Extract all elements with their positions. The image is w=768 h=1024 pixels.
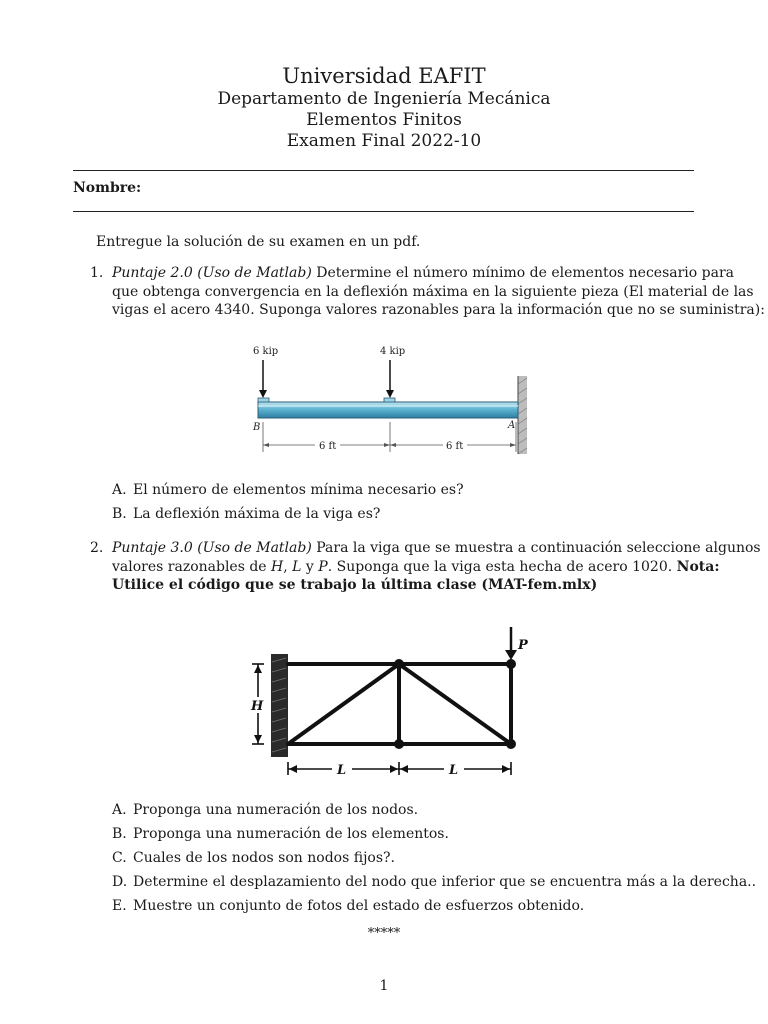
point-label-a: A <box>508 420 516 431</box>
load-pad-right <box>384 398 395 402</box>
q2-option-b: B. Proponga una numeración de los elementos. <box>112 826 449 842</box>
node-top-right <box>506 659 516 669</box>
q1-line3: vigas el acero 4340. Suponga valores razonables para la información que no se suministra): <box>112 302 765 318</box>
q1-lead: Puntaje 2.0 (Uso de Matlab) <box>112 265 312 281</box>
q2-lead: Puntaje 3.0 (Uso de Matlab) <box>112 540 312 556</box>
dim-label-right: 6 ft <box>446 441 464 452</box>
q1-number: 1. <box>90 265 104 281</box>
var-p: P <box>318 558 328 575</box>
q2-option-a: A. Proponga una numeración de los nodos. <box>112 802 419 818</box>
name-label: Nombre: <box>73 180 142 196</box>
q2-option-c: C. Cuales de los nodos son nodos fijos?. <box>112 850 395 866</box>
load-label-right: 4 kip <box>380 346 406 357</box>
course-title: Elementos Finitos <box>306 110 462 130</box>
q1-option-a: A. El número de elementos mínima necesario es? <box>112 482 464 498</box>
beam <box>258 402 518 418</box>
q2-line3: Utilice el código que se trabajo la última clase (MAT-fem.mlx) <box>112 577 598 593</box>
q1-beam-figure <box>245 340 535 460</box>
exam-title: Examen Final 2022-10 <box>286 131 482 151</box>
q2-option-e: E. Muestre un conjunto de fotos del estado de esfuerzos obtenido. <box>112 898 585 914</box>
truss-members <box>288 664 511 744</box>
node-bottom-right <box>506 739 516 749</box>
span-label-left: L <box>337 763 347 778</box>
var-h: H <box>271 558 284 575</box>
dim-label-left: 6 ft <box>319 441 337 452</box>
q1-option-b: B. La deflexión máxima de la viga es? <box>112 506 381 522</box>
top-rule <box>73 170 694 171</box>
page-number: 1 <box>379 978 389 994</box>
q1-line2: que obtenga convergencia en la deflexión máxima en la siguiente pieza (El material de las <box>112 283 754 300</box>
load-label-left: 6 kip <box>253 346 279 357</box>
q1-line1: Determine el número mínimo de elementos necesario para <box>311 265 735 281</box>
span-label-right: L <box>449 763 459 778</box>
q2-line1: Para la viga que se muestra a continuación seleccione algunos <box>311 540 761 556</box>
end-mark: ***** <box>367 926 401 941</box>
load-arrow-right <box>386 360 394 398</box>
wall-support <box>518 376 527 454</box>
university-title: Universidad EAFIT <box>282 64 486 88</box>
point-label-b: B <box>253 422 261 433</box>
node-bottom-middle <box>394 739 404 749</box>
node-top-middle <box>394 659 404 669</box>
load-label-p: P <box>518 638 528 653</box>
q2-number: 2. <box>90 540 104 556</box>
q2-body: Puntaje 3.0 (Uso de Matlab) Para la viga que se muestra a continuación seleccione algunos valores razonables de H, L y P. Suponga que la viga esta hecha de acero 1020. Nota: Utilice el código que se trabajo la última clase (MAT-fem.mlx) <box>112 540 761 593</box>
bottom-rule <box>73 211 694 212</box>
note-label: Nota: <box>676 558 720 575</box>
load-pad-left <box>258 398 269 402</box>
height-label: H <box>251 699 264 714</box>
q1-body <box>112 264 765 320</box>
load-arrow-left <box>259 360 267 398</box>
department-title: Departamento de Ingeniería Mecánica <box>217 89 551 109</box>
dimension-line <box>263 422 516 452</box>
q2-truss-figure <box>240 622 540 782</box>
intro-text: Entregue la solución de su examen en un pdf. <box>96 234 421 250</box>
var-l: L <box>292 558 302 575</box>
span-dimension <box>288 762 511 775</box>
load-arrow-p <box>505 627 517 660</box>
q2-option-d: D. Determine el desplazamiento del nodo que inferior que se encuentra más a la derecha.. <box>112 874 757 890</box>
